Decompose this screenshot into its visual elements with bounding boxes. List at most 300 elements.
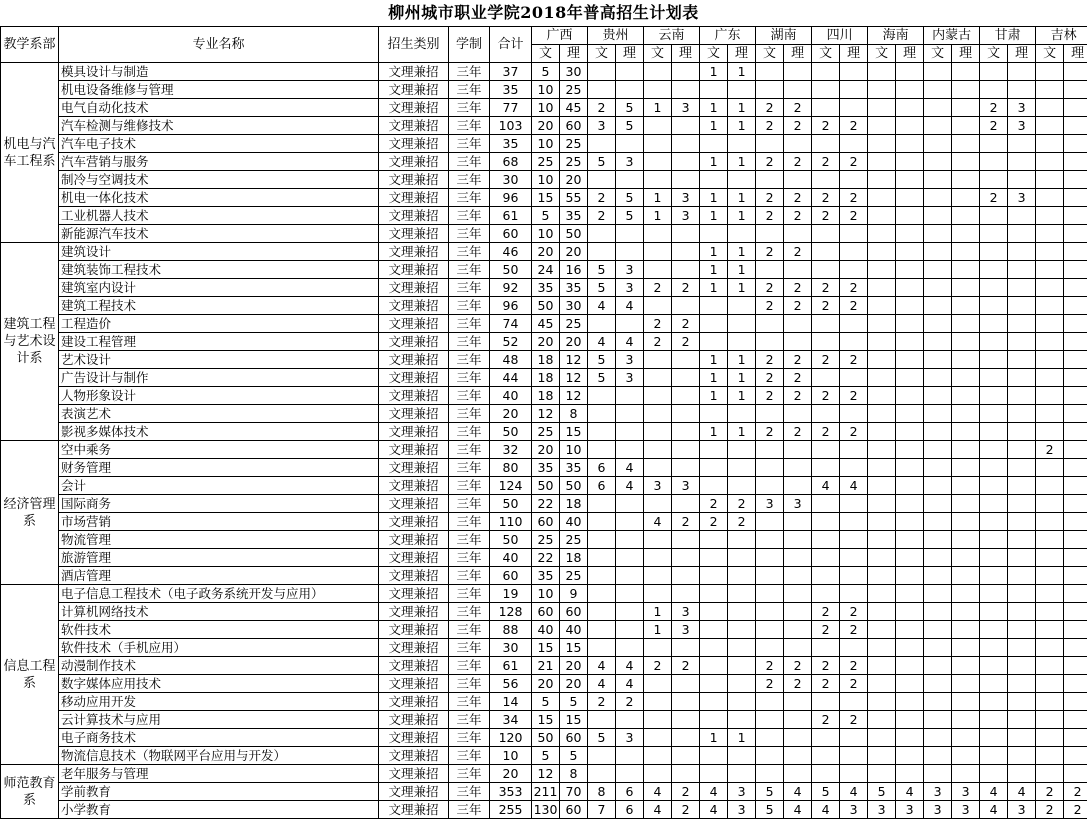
total-count: 61: [490, 207, 532, 225]
table-row: [1, 495, 1087, 513]
quota-cell: [840, 513, 868, 531]
quota-cell: [644, 135, 672, 153]
quota-cell: [1036, 387, 1064, 405]
quota-cell: 4: [588, 333, 616, 351]
quota-cell: 2: [756, 675, 784, 693]
quota-cell: [1008, 153, 1036, 171]
quota-cell: 2: [812, 207, 840, 225]
total-count: 124: [490, 477, 532, 495]
quota-cell: [868, 621, 896, 639]
quota-cell: [756, 135, 784, 153]
quota-cell: [1036, 207, 1064, 225]
quota-cell: 10: [532, 585, 560, 603]
header-row-provinces: [1, 27, 1087, 45]
quota-cell: [1008, 333, 1036, 351]
enrollment-type: 文理兼招: [379, 153, 449, 171]
enrollment-type: 文理兼招: [379, 81, 449, 99]
quota-cell: [588, 243, 616, 261]
quota-cell: [644, 225, 672, 243]
quota-cell: [1064, 765, 1087, 783]
quota-cell: [672, 531, 700, 549]
quota-cell: [868, 99, 896, 117]
quota-cell: [644, 729, 672, 747]
duration: 三年: [449, 765, 490, 783]
quota-cell: [1008, 477, 1036, 495]
quota-cell: 2: [1036, 441, 1064, 459]
quota-cell: [616, 531, 644, 549]
quota-cell: 2: [784, 279, 812, 297]
quota-cell: 2: [672, 783, 700, 801]
quota-cell: [588, 135, 616, 153]
quota-cell: [700, 81, 728, 99]
quota-cell: [840, 441, 868, 459]
quota-cell: 2: [784, 117, 812, 135]
quota-cell: 3: [672, 603, 700, 621]
quota-cell: 1: [700, 423, 728, 441]
quota-cell: [980, 585, 1008, 603]
quota-cell: 5: [756, 801, 784, 819]
quota-cell: [616, 423, 644, 441]
quota-cell: 3: [840, 801, 868, 819]
quota-cell: [1036, 513, 1064, 531]
enrollment-type: 文理兼招: [379, 225, 449, 243]
quota-cell: [896, 387, 924, 405]
quota-cell: [952, 567, 980, 585]
quota-cell: [672, 387, 700, 405]
enrollment-type: 文理兼招: [379, 171, 449, 189]
quota-cell: [868, 297, 896, 315]
quota-cell: 4: [616, 297, 644, 315]
quota-cell: 2: [1064, 801, 1087, 819]
major-name: 物流信息技术（物联网平台应用与开发）: [59, 747, 379, 765]
quota-cell: [700, 639, 728, 657]
quota-cell: [924, 495, 952, 513]
quota-cell: [1036, 549, 1064, 567]
quota-cell: [1036, 315, 1064, 333]
quota-cell: [1064, 207, 1087, 225]
duration: 三年: [449, 567, 490, 585]
quota-cell: [1008, 603, 1036, 621]
duration: 三年: [449, 171, 490, 189]
quota-cell: [784, 477, 812, 495]
quota-cell: [784, 603, 812, 621]
quota-cell: [868, 459, 896, 477]
quota-cell: [588, 585, 616, 603]
quota-cell: 1: [700, 729, 728, 747]
quota-cell: [1008, 369, 1036, 387]
quota-cell: [616, 621, 644, 639]
header-province: 广西: [532, 27, 588, 45]
quota-cell: [896, 441, 924, 459]
quota-cell: 8: [560, 405, 588, 423]
quota-cell: [728, 621, 756, 639]
quota-cell: 1: [700, 189, 728, 207]
quota-cell: 3: [952, 801, 980, 819]
quota-cell: 20: [560, 675, 588, 693]
quota-cell: 1: [728, 243, 756, 261]
quota-cell: [700, 297, 728, 315]
quota-cell: [728, 567, 756, 585]
quota-cell: [952, 585, 980, 603]
quota-cell: [1064, 639, 1087, 657]
duration: 三年: [449, 387, 490, 405]
quota-cell: [980, 387, 1008, 405]
quota-cell: 2: [672, 333, 700, 351]
quota-cell: 25: [560, 567, 588, 585]
quota-cell: 1: [728, 63, 756, 81]
total-count: 20: [490, 405, 532, 423]
quota-cell: [1036, 135, 1064, 153]
quota-cell: [1036, 765, 1064, 783]
quota-cell: [896, 459, 924, 477]
quota-cell: [1008, 657, 1036, 675]
quota-cell: [644, 693, 672, 711]
table-row: [1, 747, 1087, 765]
quota-cell: [588, 639, 616, 657]
quota-cell: [924, 675, 952, 693]
total-count: 74: [490, 315, 532, 333]
quota-cell: [840, 369, 868, 387]
quota-cell: [700, 441, 728, 459]
quota-cell: 2: [812, 189, 840, 207]
quota-cell: 3: [616, 351, 644, 369]
quota-cell: [812, 405, 840, 423]
quota-cell: [1064, 513, 1087, 531]
quota-cell: 2: [840, 297, 868, 315]
header-wen: 文: [868, 45, 896, 63]
quota-cell: [868, 279, 896, 297]
quota-cell: 15: [560, 711, 588, 729]
total-count: 34: [490, 711, 532, 729]
quota-cell: 2: [812, 297, 840, 315]
quota-cell: [1064, 297, 1087, 315]
quota-cell: [616, 495, 644, 513]
total-count: 68: [490, 153, 532, 171]
quota-cell: [728, 585, 756, 603]
quota-cell: [952, 549, 980, 567]
enrollment-type: 文理兼招: [379, 675, 449, 693]
duration: 三年: [449, 333, 490, 351]
quota-cell: [644, 171, 672, 189]
quota-cell: [812, 531, 840, 549]
quota-cell: [1064, 261, 1087, 279]
quota-cell: 20: [560, 657, 588, 675]
major-name: 旅游管理: [59, 549, 379, 567]
quota-cell: [924, 765, 952, 783]
quota-cell: [1008, 315, 1036, 333]
quota-cell: [952, 639, 980, 657]
quota-cell: [1064, 495, 1087, 513]
quota-cell: 2: [672, 315, 700, 333]
duration: 三年: [449, 729, 490, 747]
header-li: 理: [840, 45, 868, 63]
quota-cell: [784, 549, 812, 567]
quota-cell: [980, 441, 1008, 459]
enrollment-type: 文理兼招: [379, 207, 449, 225]
quota-cell: [896, 189, 924, 207]
quota-cell: [980, 459, 1008, 477]
quota-cell: 1: [728, 729, 756, 747]
quota-cell: [1036, 99, 1064, 117]
major-name: 财务管理: [59, 459, 379, 477]
quota-cell: [868, 711, 896, 729]
quota-cell: 1: [700, 99, 728, 117]
quota-cell: 3: [616, 729, 644, 747]
quota-cell: [952, 405, 980, 423]
quota-cell: [952, 99, 980, 117]
major-name: 动漫制作技术: [59, 657, 379, 675]
quota-cell: 2: [756, 387, 784, 405]
major-name: 电子商务技术: [59, 729, 379, 747]
quota-cell: 5: [812, 783, 840, 801]
header-duration: 学制: [449, 27, 490, 63]
quota-cell: [588, 495, 616, 513]
quota-cell: [1008, 81, 1036, 99]
total-count: 60: [490, 567, 532, 585]
quota-cell: [868, 243, 896, 261]
quota-cell: 3: [672, 207, 700, 225]
quota-cell: [672, 405, 700, 423]
quota-cell: [1008, 351, 1036, 369]
quota-cell: [924, 63, 952, 81]
department-name: 信息工程系: [1, 585, 59, 765]
quota-cell: [952, 153, 980, 171]
total-count: 48: [490, 351, 532, 369]
header-wen: 文: [1036, 45, 1064, 63]
header-wen: 文: [700, 45, 728, 63]
quota-cell: 25: [560, 315, 588, 333]
quota-cell: [952, 243, 980, 261]
quota-cell: 4: [784, 801, 812, 819]
quota-cell: 15: [560, 639, 588, 657]
quota-cell: [980, 315, 1008, 333]
quota-cell: 25: [560, 135, 588, 153]
quota-cell: [868, 315, 896, 333]
header-wen: 文: [924, 45, 952, 63]
quota-cell: [756, 63, 784, 81]
quota-cell: [896, 675, 924, 693]
quota-cell: [840, 639, 868, 657]
header-province: 内蒙古: [924, 27, 980, 45]
quota-cell: [952, 135, 980, 153]
quota-cell: [868, 585, 896, 603]
quota-cell: [616, 315, 644, 333]
quota-cell: [784, 459, 812, 477]
quota-cell: 4: [980, 783, 1008, 801]
quota-cell: [812, 315, 840, 333]
quota-cell: 1: [644, 189, 672, 207]
quota-cell: [784, 405, 812, 423]
major-name: 汽车营销与服务: [59, 153, 379, 171]
quota-cell: 4: [840, 477, 868, 495]
quota-cell: 2: [840, 351, 868, 369]
quota-cell: 2: [756, 99, 784, 117]
quota-cell: [1008, 387, 1036, 405]
table-row: [1, 279, 1087, 297]
quota-cell: 1: [700, 243, 728, 261]
enrollment-type: 文理兼招: [379, 567, 449, 585]
quota-cell: [616, 405, 644, 423]
quota-cell: [1036, 711, 1064, 729]
quota-cell: 20: [532, 117, 560, 135]
quota-cell: [980, 495, 1008, 513]
quota-cell: [1064, 315, 1087, 333]
total-count: 46: [490, 243, 532, 261]
quota-cell: [980, 747, 1008, 765]
quota-cell: [1008, 711, 1036, 729]
quota-cell: [1064, 225, 1087, 243]
quota-cell: 1: [700, 369, 728, 387]
quota-cell: [1036, 279, 1064, 297]
quota-cell: 55: [560, 189, 588, 207]
quota-cell: 45: [560, 99, 588, 117]
quota-cell: [728, 81, 756, 99]
quota-cell: [1008, 225, 1036, 243]
quota-cell: [588, 387, 616, 405]
quota-cell: [1008, 765, 1036, 783]
quota-cell: [924, 639, 952, 657]
total-count: 20: [490, 765, 532, 783]
quota-cell: [1064, 747, 1087, 765]
quota-cell: [1064, 423, 1087, 441]
quota-cell: [616, 567, 644, 585]
header-li: 理: [1008, 45, 1036, 63]
quota-cell: 2: [840, 387, 868, 405]
enrollment-type: 文理兼招: [379, 297, 449, 315]
quota-cell: [1064, 387, 1087, 405]
quota-cell: [1064, 279, 1087, 297]
quota-cell: 10: [532, 135, 560, 153]
quota-cell: [672, 135, 700, 153]
quota-cell: 2: [840, 603, 868, 621]
quota-cell: [868, 333, 896, 351]
quota-cell: [1036, 621, 1064, 639]
quota-cell: [840, 585, 868, 603]
quota-cell: 4: [588, 297, 616, 315]
quota-cell: [924, 153, 952, 171]
quota-cell: 1: [644, 207, 672, 225]
quota-cell: [980, 135, 1008, 153]
quota-cell: 60: [560, 801, 588, 819]
quota-cell: 5: [560, 747, 588, 765]
quota-cell: [1008, 693, 1036, 711]
quota-cell: [868, 171, 896, 189]
quota-cell: 2: [840, 207, 868, 225]
quota-cell: [644, 765, 672, 783]
quota-cell: 4: [644, 783, 672, 801]
table-row: [1, 243, 1087, 261]
quota-cell: [1064, 459, 1087, 477]
quota-cell: [812, 495, 840, 513]
quota-cell: [896, 621, 924, 639]
quota-cell: [924, 207, 952, 225]
quota-cell: 40: [560, 513, 588, 531]
table-row: [1, 297, 1087, 315]
quota-cell: [784, 261, 812, 279]
quota-cell: [588, 171, 616, 189]
quota-cell: 70: [560, 783, 588, 801]
quota-cell: 2: [756, 423, 784, 441]
enrollment-type: 文理兼招: [379, 189, 449, 207]
quota-cell: [896, 99, 924, 117]
total-count: 50: [490, 531, 532, 549]
enrollment-type: 文理兼招: [379, 711, 449, 729]
quota-cell: [1064, 729, 1087, 747]
quota-cell: [672, 639, 700, 657]
quota-cell: [784, 765, 812, 783]
table-row: [1, 621, 1087, 639]
quota-cell: [896, 63, 924, 81]
header-province: 海南: [868, 27, 924, 45]
quota-cell: [1008, 279, 1036, 297]
quota-cell: [868, 513, 896, 531]
quota-cell: [868, 405, 896, 423]
major-name: 市场营销: [59, 513, 379, 531]
quota-cell: [700, 765, 728, 783]
table-row: [1, 693, 1087, 711]
quota-cell: [840, 531, 868, 549]
quota-cell: [952, 711, 980, 729]
total-count: 255: [490, 801, 532, 819]
total-count: 110: [490, 513, 532, 531]
quota-cell: 18: [532, 351, 560, 369]
quota-cell: [672, 711, 700, 729]
quota-cell: [812, 261, 840, 279]
major-name: 软件技术（手机应用）: [59, 639, 379, 657]
header-wen: 文: [644, 45, 672, 63]
quota-cell: [924, 711, 952, 729]
header-province: 四川: [812, 27, 868, 45]
quota-cell: 4: [784, 783, 812, 801]
quota-cell: [840, 693, 868, 711]
quota-cell: [1064, 693, 1087, 711]
quota-cell: 4: [588, 675, 616, 693]
quota-cell: [588, 711, 616, 729]
quota-cell: 2: [644, 657, 672, 675]
quota-cell: 1: [728, 117, 756, 135]
quota-cell: 16: [560, 261, 588, 279]
quota-cell: 2: [644, 279, 672, 297]
major-name: 广告设计与制作: [59, 369, 379, 387]
quota-cell: [952, 225, 980, 243]
quota-cell: [868, 387, 896, 405]
quota-cell: [784, 513, 812, 531]
quota-cell: [644, 639, 672, 657]
quota-cell: 3: [1008, 801, 1036, 819]
quota-cell: 3: [672, 189, 700, 207]
quota-cell: [980, 567, 1008, 585]
quota-cell: 6: [588, 477, 616, 495]
major-name: 电气自动化技术: [59, 99, 379, 117]
quota-cell: [896, 117, 924, 135]
quota-cell: 2: [840, 675, 868, 693]
quota-cell: 50: [560, 225, 588, 243]
total-count: 353: [490, 783, 532, 801]
quota-cell: [952, 657, 980, 675]
duration: 三年: [449, 549, 490, 567]
table-row: [1, 531, 1087, 549]
quota-cell: 4: [588, 657, 616, 675]
quota-cell: 5: [532, 207, 560, 225]
quota-cell: [784, 711, 812, 729]
quota-cell: [952, 261, 980, 279]
major-name: 建筑工程技术: [59, 297, 379, 315]
header-wen: 文: [812, 45, 840, 63]
enrollment-plan-table: [0, 26, 1087, 819]
quota-cell: [672, 729, 700, 747]
quota-cell: 35: [532, 279, 560, 297]
quota-cell: [812, 729, 840, 747]
